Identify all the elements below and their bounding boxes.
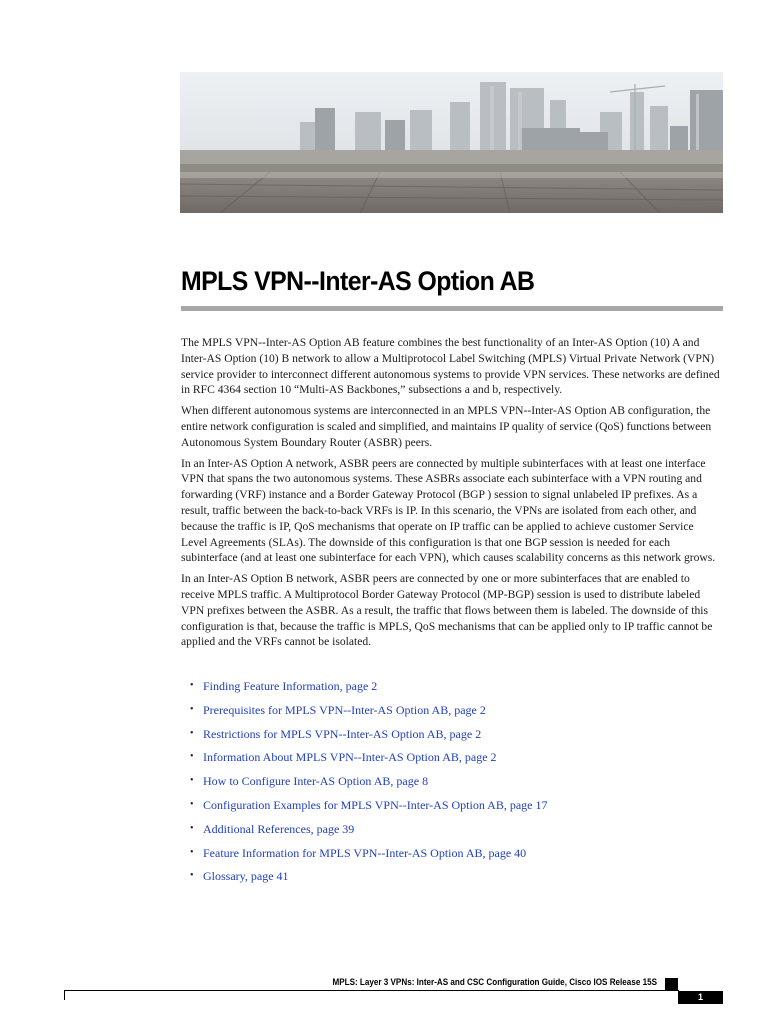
table-of-contents (181, 678, 548, 892)
bullet-icon: • (190, 798, 194, 810)
toc-link[interactable]: How to Configure Inter-AS Option AB, page 8 (203, 774, 429, 789)
toc-link[interactable]: Finding Feature Information, page 2 (203, 679, 378, 693)
intro-paragraph: In an Inter-AS Option A network, ASBR peers are connected by multiple subinterfaces with at least one interface VPN that spans the two autonomous systems. These ASBRs associate each subinterface with a VPN routing and forwarding (VRF) instance and a Border Gateway Protocol (BGP ) session to signal unlabeled IP prefixes. As a result, traffic between the back-to-back VRFs is IP. In this scenario, the VPNs are isolated from each other, and because the traffic is IP, QoS mechanisms that operate on IP traffic can be applied to achieve customer Service Level Agreements (SLAs). The downside of this configuration is that one BGP session is needed for each subinterface (and at least one subinterface for each VPN), which causes scalability concerns as this network grows. (181, 456, 716, 565)
toc-item (181, 868, 548, 892)
skyline-illustration (180, 72, 723, 213)
intro-paragraph: In an Inter-AS Option B network, ASBR peers are connected by one or more subinterfaces that are enabled to receive MPLS traffic. A Multiprotocol Border Gateway Protocol (MP-BGP) session is used to distribute labeled VPN prefixes between the ASBR. As a result, the traffic that flows between them is labeled. The downside of this configuration is that, because the traffic is MPLS, QoS mechanisms that can be applied only to IP traffic cannot be applied and the VRFs cannot be isolated. (181, 572, 713, 649)
bullet-icon: • (190, 822, 194, 834)
footer-divider (64, 990, 679, 991)
bullet-icon: • (190, 727, 194, 739)
page-title: MPLS VPN--Inter-AS Option AB (181, 266, 535, 296)
toc-link[interactable]: Additional References, page 39 (203, 821, 355, 836)
toc-item (181, 845, 548, 869)
intro-paragraph: The MPLS VPN--Inter-AS Option AB feature combines the best functionality of an Inter-AS Option (10) A and Inter-AS Option (10) B network to allow a Multiprotocol Label Switching (MPLS) Virtual Private Network (VPN) service provider to interconnect different autonomous systems to provide VPN services. These networks are defined in RFC 4364 section 10 “Multi-AS Backbones,” subsections a and b, respectively. (181, 336, 720, 397)
toc-item (181, 726, 548, 750)
toc-link[interactable]: Information About MPLS VPN--Inter-AS Option AB, page 2 (203, 750, 497, 765)
toc-link[interactable]: Restrictions for MPLS VPN--Inter-AS Option AB, page 2 (203, 726, 482, 741)
intro-text (181, 335, 721, 655)
footer-divider-tick (64, 990, 65, 1000)
toc-item (181, 749, 548, 773)
toc-item (181, 797, 548, 821)
toc-link[interactable]: Glossary, page 41 (203, 869, 289, 884)
toc-item (181, 678, 548, 702)
city-skyline-banner (180, 72, 723, 213)
bullet-icon: • (190, 775, 194, 787)
bullet-icon: • (190, 680, 194, 691)
toc-item (181, 821, 548, 845)
bullet-icon: • (190, 751, 194, 763)
bullet-icon: • (190, 870, 194, 882)
bullet-icon: • (190, 846, 194, 858)
page-number: 1 (678, 991, 723, 1004)
toc-item (181, 773, 548, 797)
footer-guide-title: MPLS: Layer 3 VPNs: Inter-AS and CSC Configuration Guide, Cisco IOS Release 15S (332, 977, 657, 987)
toc-link[interactable]: Configuration Examples for MPLS VPN--Inter-AS Option AB, page 17 (203, 797, 548, 812)
intro-paragraph: When different autonomous systems are interconnected in an MPLS VPN--Inter-AS Option AB configuration, the entire network configuration is scaled and simplified, and maintains IP quality of service (QoS) functions between Autonomous System Boundary Router (ASBR) peers. (181, 404, 712, 449)
toc-link[interactable]: Prerequisites for MPLS VPN--Inter-AS Option AB, page 2 (203, 702, 486, 717)
toc-link[interactable]: Feature Information for MPLS VPN--Inter-AS Option AB, page 40 (203, 845, 527, 860)
bullet-icon: • (190, 703, 194, 715)
title-divider (181, 306, 723, 311)
toc-item (181, 702, 548, 726)
